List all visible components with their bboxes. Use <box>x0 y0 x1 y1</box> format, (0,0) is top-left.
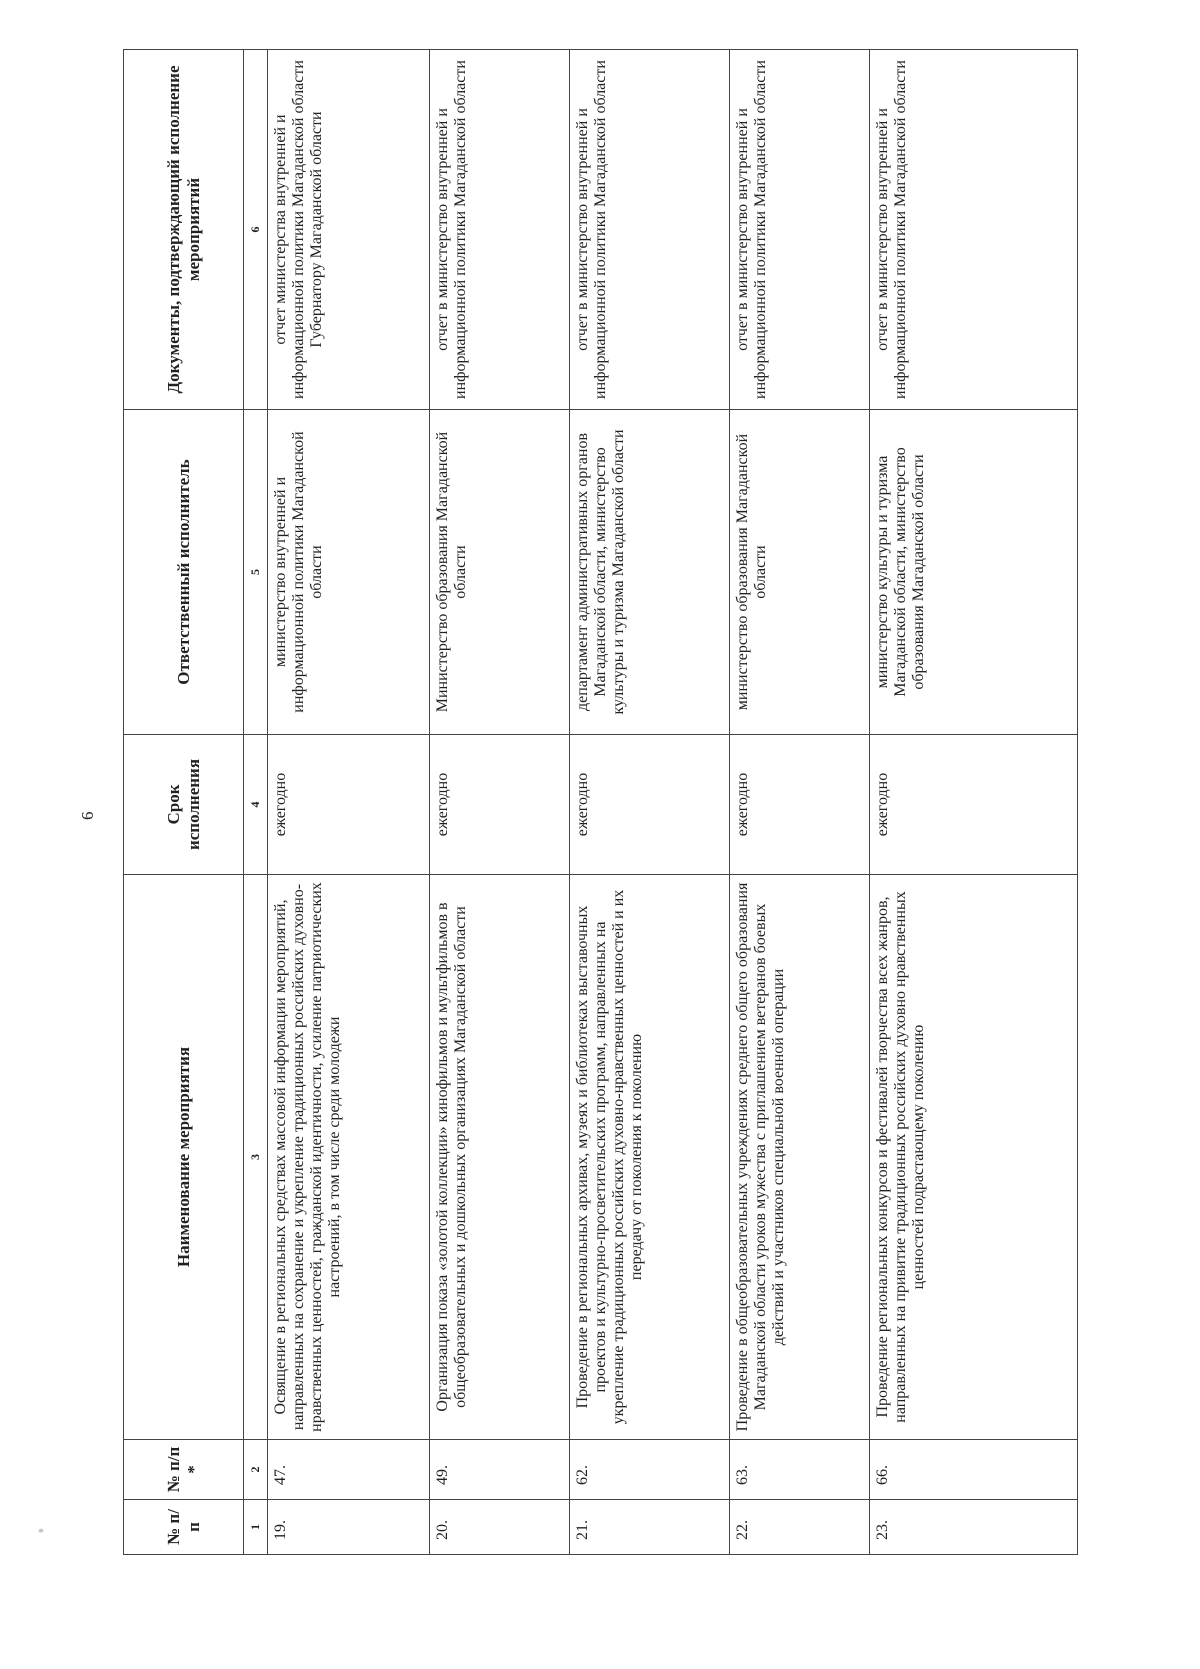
header-term: Срок исполнения <box>124 735 244 875</box>
row-executor: Министерство образования Магаданской области <box>430 410 570 735</box>
header-executor: Ответственный исполнитель <box>124 410 244 735</box>
row-num: 23. <box>870 1500 1078 1555</box>
row-term: ежегодно <box>268 735 430 875</box>
row-event-name: Проведение в общеобразовательных учреждениях среднего общего образования Магаданской области уроков мужества с приглашением ветеранов боевых действий и участников специальной военной операции <box>730 875 870 1440</box>
row-num-star: 62. <box>570 1440 730 1500</box>
row-num-star: 49. <box>430 1440 570 1500</box>
row-documents: отчет в министерство внутренней и информационной политики Магаданской области <box>870 50 1078 410</box>
row-executor: департамент административных органов Магаданской области, министерство культуры и туризма Магаданской области <box>570 410 730 735</box>
header-num: № п/п <box>124 1500 244 1555</box>
column-number: 6 <box>244 50 268 410</box>
events-table <box>123 49 1078 1555</box>
row-event-name: Проведение региональных конкурсов и фестивалей творчества всех жанров, направленных на привитие традиционных российских духовно нравственных ценностей подрастающему поколению <box>870 875 1078 1440</box>
table-row <box>570 50 730 1555</box>
column-number: 5 <box>244 410 268 735</box>
row-event-name: Освящение в региональных средствах массовой информации мероприятий, направленных на сохранение и укрепление традиционных российских духовно-нравственных ценностей, гражданской идентичности, усиление патриотических настроений, в том числе среди молодежи <box>268 875 430 1440</box>
column-number: 1 <box>244 1500 268 1555</box>
column-number-row <box>244 50 268 1555</box>
row-executor: министерство образования Магаданской области <box>730 410 870 735</box>
table-row <box>870 50 1078 1555</box>
row-num-star: 47. <box>268 1440 430 1500</box>
table-row <box>430 50 570 1555</box>
column-number: 4 <box>244 735 268 875</box>
row-documents: отчет в министерство внутренней и информационной политики Магаданской области <box>730 50 870 410</box>
row-num: 21. <box>570 1500 730 1555</box>
row-num: 19. <box>268 1500 430 1555</box>
row-num-star: 66. <box>870 1440 1078 1500</box>
header-name: Наименование мероприятия <box>124 875 244 1440</box>
table-row <box>730 50 870 1555</box>
row-executor: министерство внутренней и информационной политики Магаданской области <box>268 410 430 735</box>
table-header-row <box>124 50 244 1555</box>
row-num-star: 63. <box>730 1440 870 1500</box>
column-number: 3 <box>244 875 268 1440</box>
row-term: ежегодно <box>430 735 570 875</box>
row-event-name: Проведение в региональных архивах, музеях и библиотеках выставочных проектов и культурно-просветительских программ, направленных на укрепление традиционных российских духовно-нравственных ценностей и их передачу от поколения к поколению <box>570 875 730 1440</box>
scan-mark: * <box>38 1525 44 1539</box>
row-term: ежегодно <box>570 735 730 875</box>
row-num: 22. <box>730 1500 870 1555</box>
row-term: ежегодно <box>870 735 1078 875</box>
row-documents: отчет министерства внутренней и информационной политики Магаданской области Губернатору Магаданской области <box>268 50 430 410</box>
row-documents: отчет в министерство внутренней и информационной политики Магаданской области <box>430 50 570 410</box>
row-term: ежегодно <box>730 735 870 875</box>
row-documents: отчет в министерство внутренней и информационной политики Магаданской области <box>570 50 730 410</box>
table-row <box>268 50 430 1555</box>
rotated-table-container <box>123 50 1078 1555</box>
row-executor: министерство культуры и туризма Магаданской области, министерство образования Магаданской области <box>870 410 1078 735</box>
row-event-name: Организация показа «золотой коллекции» кинофильмов и мультфильмов в общеобразовательных и дошкольных организациях Магаданской области <box>430 875 570 1440</box>
page-number: 6 <box>78 811 97 820</box>
column-number: 2 <box>244 1440 268 1500</box>
row-num: 20. <box>430 1500 570 1555</box>
header-num-star: № п/п * <box>124 1440 244 1500</box>
header-documents: Документы, подтверждающий исполнение мероприятий <box>124 50 244 410</box>
